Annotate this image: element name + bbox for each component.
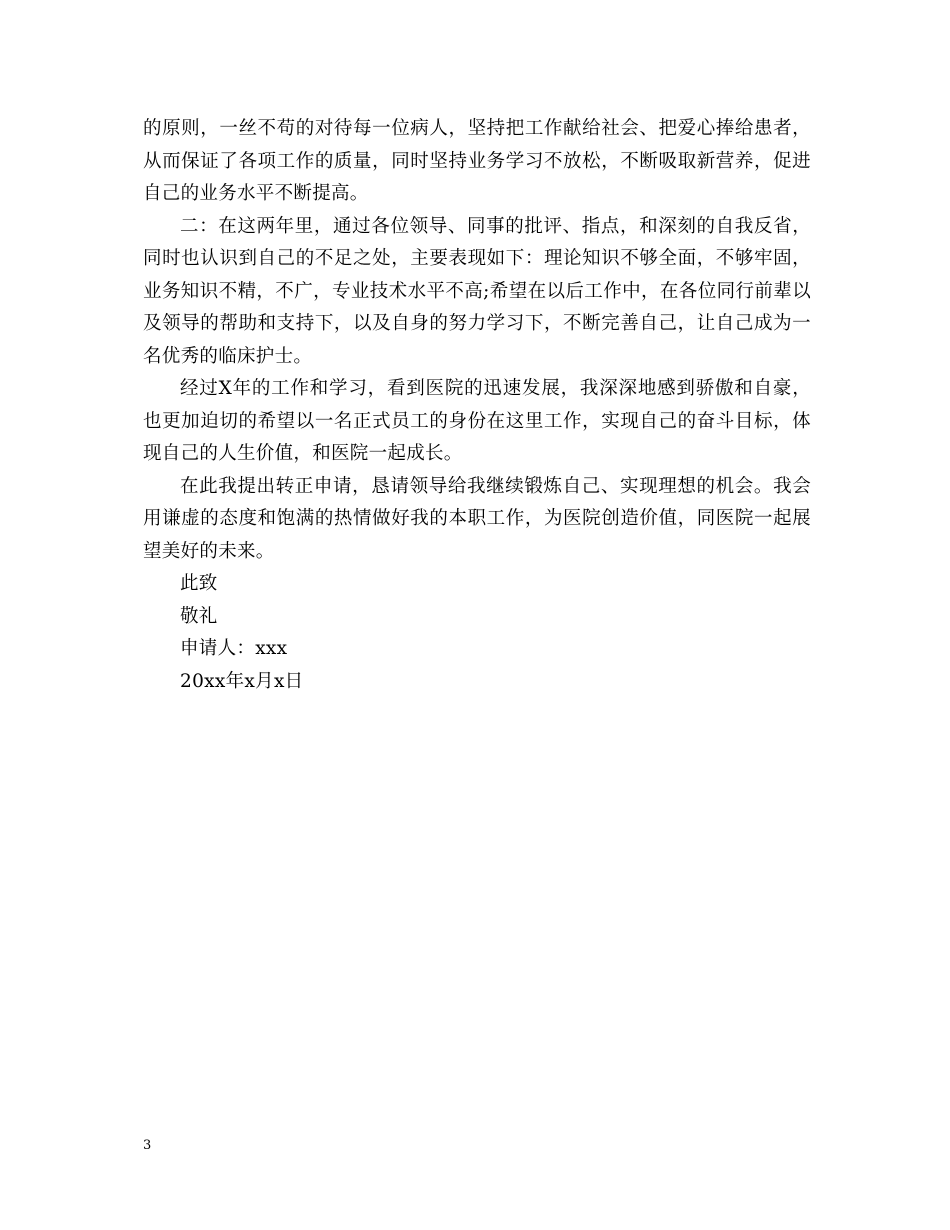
paragraph-self-reflection: 二：在这两年里，通过各位领导、同事的批评、指点，和深刻的自我反省，同时也认识到自己的不足之处，主要表现如下：理论知识不够全面，不够牢固，业务知识不精，不广，专业技术水平不高;希望在以后工作中，在各位同行前辈以及领导的帮助和支持下，以及自身的努力学习下，不断完善自己，让自己成为一名优秀的临床护士。 bbox=[143, 215, 811, 367]
paragraph-growth: 经过X年的工作和学习，看到医院的迅速发展，我深深地感到骄傲和自豪，也更加迫切的希望以一名正式员工的身份在这里工作，实现自己的奋斗目标，体现自己的人生价值，和医院一起成长。 bbox=[143, 378, 811, 464]
applicant-signature: 申请人：xxx bbox=[180, 638, 288, 659]
closing-regards: 敬礼 bbox=[180, 605, 218, 627]
document-body bbox=[143, 113, 811, 698]
closing-salutation: 此致 bbox=[180, 573, 218, 594]
paragraph-continuation: 的原则，一丝不苟的对待每一位病人，坚持把工作献给社会、把爱心捧给患者，从而保证了各项工作的质量，同时坚持业务学习不放松，不断吸取新营养，促进自己的业务水平不断提高。 bbox=[143, 118, 811, 204]
paragraph-application-request: 在此我提出转正申请，恳请领导给我继续锻炼自己、实现理想的机会。我会用谦虚的态度和饱满的热情做好我的本职工作，为医院创造价值，同医院一起展望美好的未来。 bbox=[143, 475, 811, 562]
page-number: 3 bbox=[143, 1138, 152, 1153]
application-date: 20xx年x月x日 bbox=[180, 670, 304, 692]
